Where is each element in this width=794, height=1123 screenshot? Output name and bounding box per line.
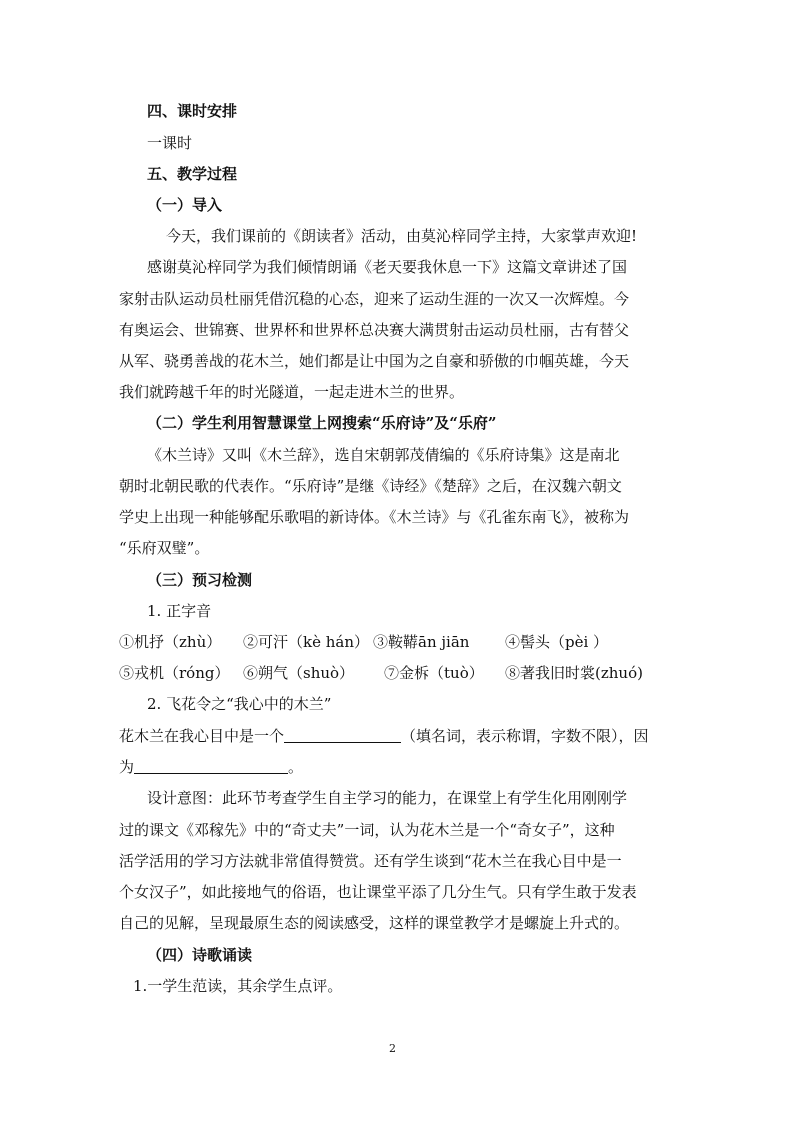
- pinyin-item-6: ⑥朔气（shuò）: [243, 664, 355, 682]
- page-number: 2: [389, 1042, 396, 1055]
- pinyin-item-8: ⑧著我旧时裳(zhuó): [505, 664, 643, 682]
- design-intent-line-3: 活学活用的学习方法就非常值得赞赏。还有学生谈到“花木兰在我心目中是一: [119, 852, 622, 870]
- duration-text: 一课时: [147, 134, 193, 152]
- part1-p2-line-3: 有奥运会、世锦赛、世界杯和世界杯总决赛大满贯射击运动员杜丽，古有替父: [119, 321, 630, 339]
- fill-because-text: 为: [119, 758, 135, 776]
- part2-line-2: 朝时北朝民歌的代表作。“乐府诗”是继《诗经》《楚辞》之后，在汉魏六朝文: [119, 477, 622, 495]
- section-heading-4: 四、课时安排: [147, 102, 238, 120]
- pinyin-item-7: ⑦金柝（tuò）: [384, 664, 484, 682]
- part4-item-1: 1.一学生范读，其余学生点评。: [133, 977, 343, 995]
- fill-blank-reason[interactable]: [134, 758, 288, 774]
- fill-end-text: 。: [288, 758, 304, 776]
- part4-title: （四）诗歌诵读: [147, 946, 253, 964]
- fill-hint-text: （填名词，表示称谓，字数不限），因: [401, 727, 649, 745]
- fill-in-line-1: [119, 726, 649, 746]
- flying-flower-label: 2. 飞花令之“我心中的木兰”: [147, 695, 332, 713]
- design-intent-line-5: 自己的见解，呈现最原生态的阅读感受，这样的课堂教学才是螺旋上升式的。: [119, 914, 630, 932]
- part2-line-1: 《木兰诗》又叫《木兰辞》，选自宋朝郭茂倩编的《乐府诗集》这是南北: [147, 446, 620, 464]
- part3-title: （三）预习检测: [147, 571, 253, 589]
- pinyin-item-5: ⑤戎机（róng）: [119, 664, 230, 682]
- part1-p2-line-4: 从军、骁勇善战的花木兰，她们都是让中国为之自豪和骄傲的巾帼英雄，今天: [119, 352, 630, 370]
- part1-p2-line-5: 我们就跨越千年的时光隧道，一起走进木兰的世界。: [119, 383, 465, 401]
- design-intent-line-1: 设计意图：此环节考查学生自主学习的能力，在课堂上有学生化用刚刚学: [147, 789, 628, 807]
- fill-prefix-text: 花木兰在我心目中是一个: [119, 727, 285, 745]
- part1-p2-line-1: 感谢莫沁梓同学为我们倾情朗诵《老天要我休息一下》这篇文章讲述了国: [147, 258, 628, 276]
- section-heading-5: 五、教学过程: [147, 165, 238, 183]
- pronunciation-label: 1. 正字音: [147, 602, 212, 620]
- pinyin-item-2: ②可汗（kè hán）: [243, 633, 369, 651]
- pinyin-item-4: ④髻头（pèi ）: [505, 633, 609, 651]
- part1-title: （一）导入: [147, 196, 223, 214]
- pinyin-item-1: ①机抒（zhù）: [119, 633, 222, 651]
- part1-paragraph-1: 今天，我们课前的《朗读者》活动，由莫沁梓同学主持，大家掌声欢迎!: [166, 227, 638, 245]
- fill-in-line-2: [119, 757, 303, 777]
- design-intent-line-2: 过的课文《邓稼先》中的“奇丈夫”一词，认为花木兰是一个“奇女子”，这种: [119, 821, 615, 839]
- design-intent-line-4: 个女汉子”，如此接地气的俗语，也让课堂平添了几分生气。只有学生敢于发表: [119, 883, 637, 901]
- pinyin-item-3: ③鞍鞯ān jiān: [373, 633, 470, 651]
- part2-title: （二）学生利用智慧课堂上网搜索“乐府诗”及“乐府”: [147, 414, 497, 432]
- fill-blank-title[interactable]: [284, 727, 401, 743]
- part1-p2-line-2: 家射击队运动员杜丽凭借沉稳的心态，迎来了运动生涯的一次又一次辉煌。今: [119, 290, 630, 308]
- part2-line-3: 学史上出现一种能够配乐歌唱的新诗体。《木兰诗》与《孔雀东南飞》，被称为: [119, 508, 630, 526]
- part2-line-4: “乐府双璧”。: [119, 539, 210, 557]
